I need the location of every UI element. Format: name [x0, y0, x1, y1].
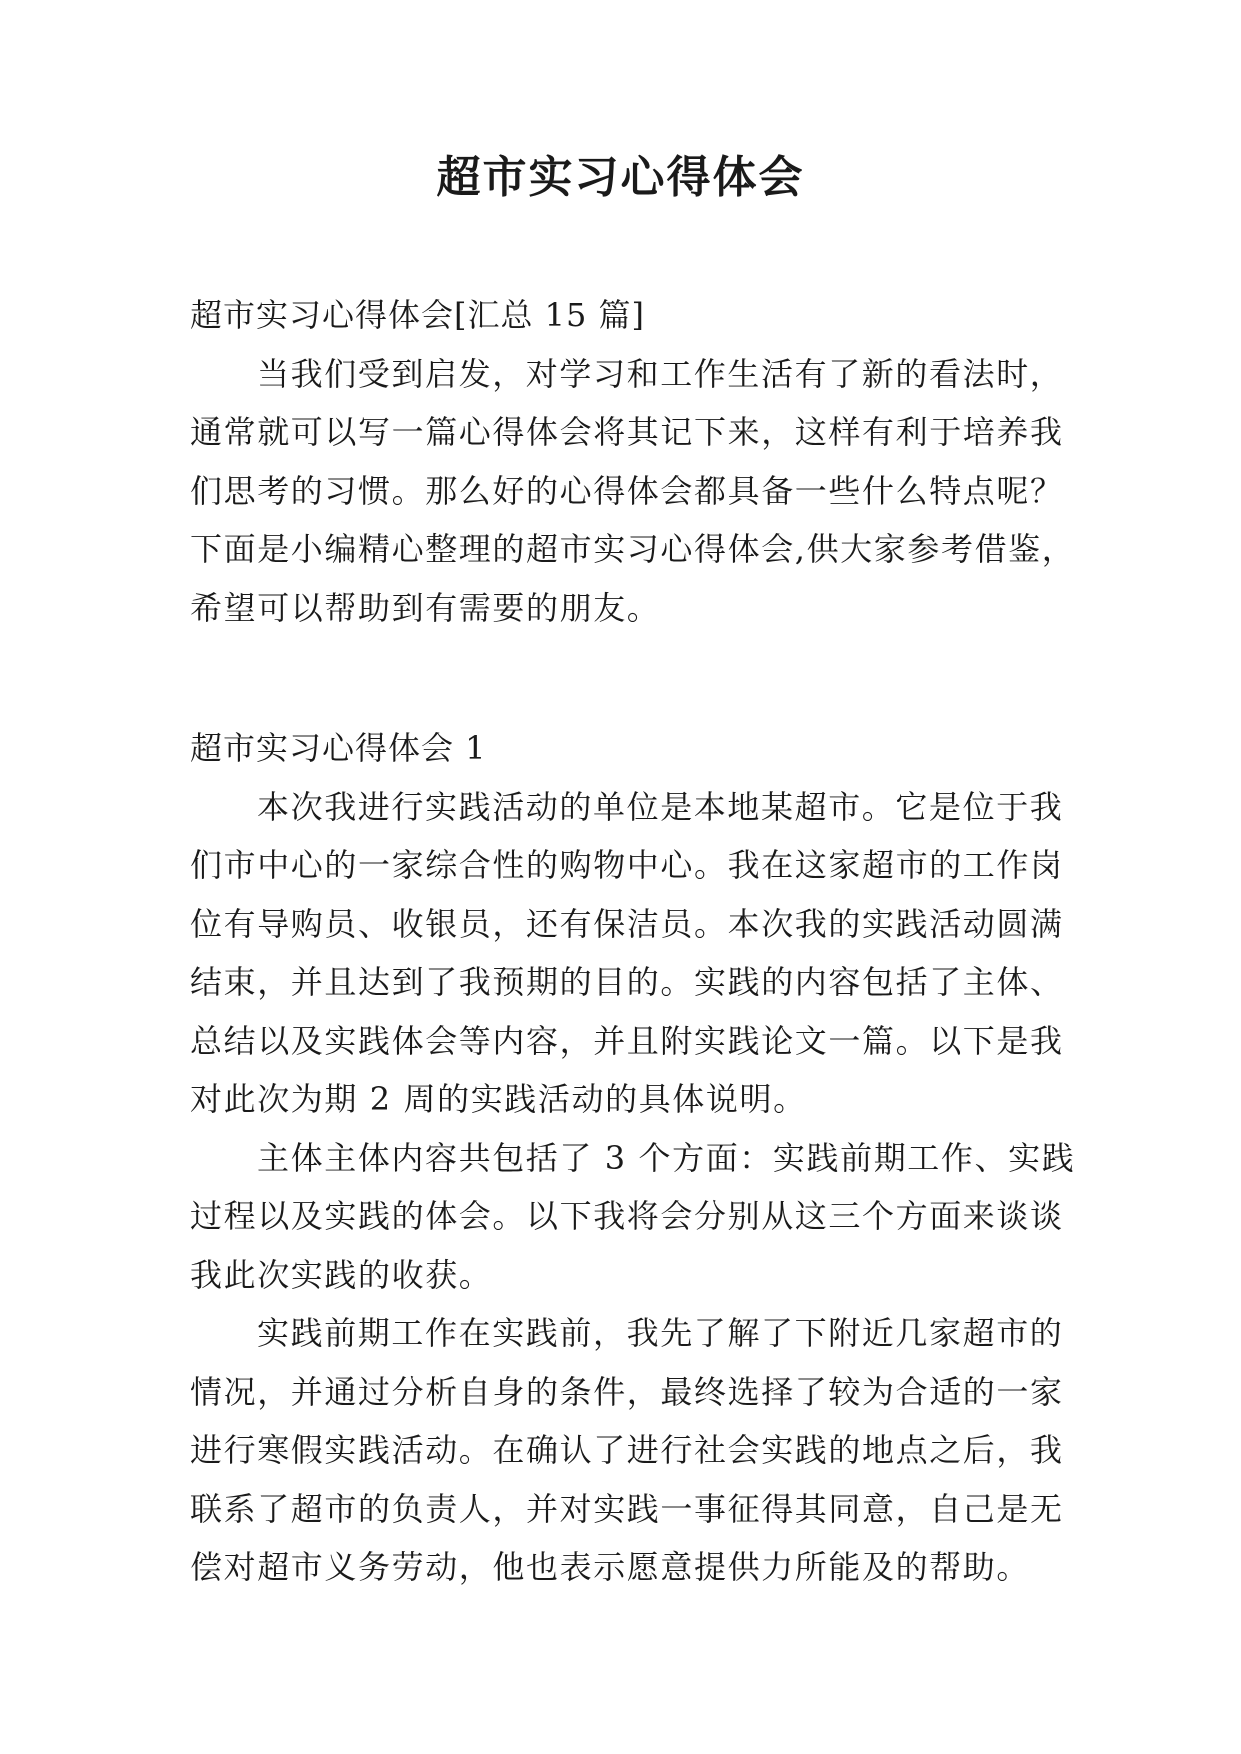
- paragraph-line: 希望可以帮助到有需要的朋友。: [190, 588, 661, 627]
- paragraph-line: 们市中心的一家综合性的购物中心。我在这家超市的工作岗: [190, 846, 1064, 884]
- paragraph-line: 情况，并通过分析自身的条件，最终选择了较为合适的一家: [190, 1372, 1064, 1411]
- paragraph-line: 当我们受到启发，对学习和工作生活有了新的看法时，: [257, 354, 1064, 393]
- paragraph-line: 联系了超市的负责人，并对实践一事征得其同意，自己是无: [190, 1489, 1064, 1528]
- paragraph-line: 实践前期工作在实践前，我先了解了下附近几家超市的: [257, 1314, 1064, 1352]
- document-subtitle: 超市实习心得体会[汇总 15 篇]: [190, 296, 646, 334]
- paragraph-line: 我此次实践的收获。: [190, 1255, 493, 1294]
- section-paragraph-2: [190, 1129, 1076, 1305]
- document-body: [190, 286, 1076, 1597]
- intro-paragraph: [190, 345, 1076, 638]
- section-paragraph-1: [190, 778, 1062, 1129]
- paragraph-line: 通常就可以写一篇心得体会将其记下来，这样有利于培养我: [190, 413, 1064, 451]
- section-heading: 超市实习心得体会 1: [190, 729, 487, 767]
- paragraph-line: 主体主体内容共包括了 3 个方面：实践前期工作、实践: [257, 1138, 1076, 1177]
- paragraph-line: 偿对超市义务劳动，他也表示愿意提供力所能及的帮助。: [190, 1548, 1031, 1586]
- paragraph-line: 总结以及实践体会等内容，并且附实践论文一篇。以下是我: [190, 1021, 1064, 1060]
- paragraph-line: 进行寒假实践活动。在确认了进行社会实践的地点之后，我: [190, 1431, 1064, 1469]
- paragraph-line: 对此次为期 2 周的实践活动的具体说明。: [190, 1080, 807, 1118]
- section-paragraph-3: [190, 1304, 1062, 1597]
- paragraph-line: 位有导购员、收银员，还有保洁员。本次我的实践活动圆满: [190, 904, 1064, 943]
- document-title: 超市实习心得体会: [436, 152, 805, 203]
- paragraph-line: 本次我进行实践活动的单位是本地某超市。它是位于我: [257, 787, 1064, 826]
- paragraph-line: 下面是小编精心整理的超市实习心得体会,供大家参考借鉴，: [190, 530, 1076, 568]
- paragraph-line: 们思考的习惯。那么好的心得体会都具备一些什么特点呢？: [190, 471, 1064, 510]
- section-spacer: [190, 637, 1062, 719]
- paragraph-line: 结束，并且达到了我预期的目的。实践的内容包括了主体、: [190, 963, 1064, 1001]
- paragraph-line: 过程以及实践的体会。以下我将会分别从这三个方面来谈谈: [190, 1197, 1064, 1235]
